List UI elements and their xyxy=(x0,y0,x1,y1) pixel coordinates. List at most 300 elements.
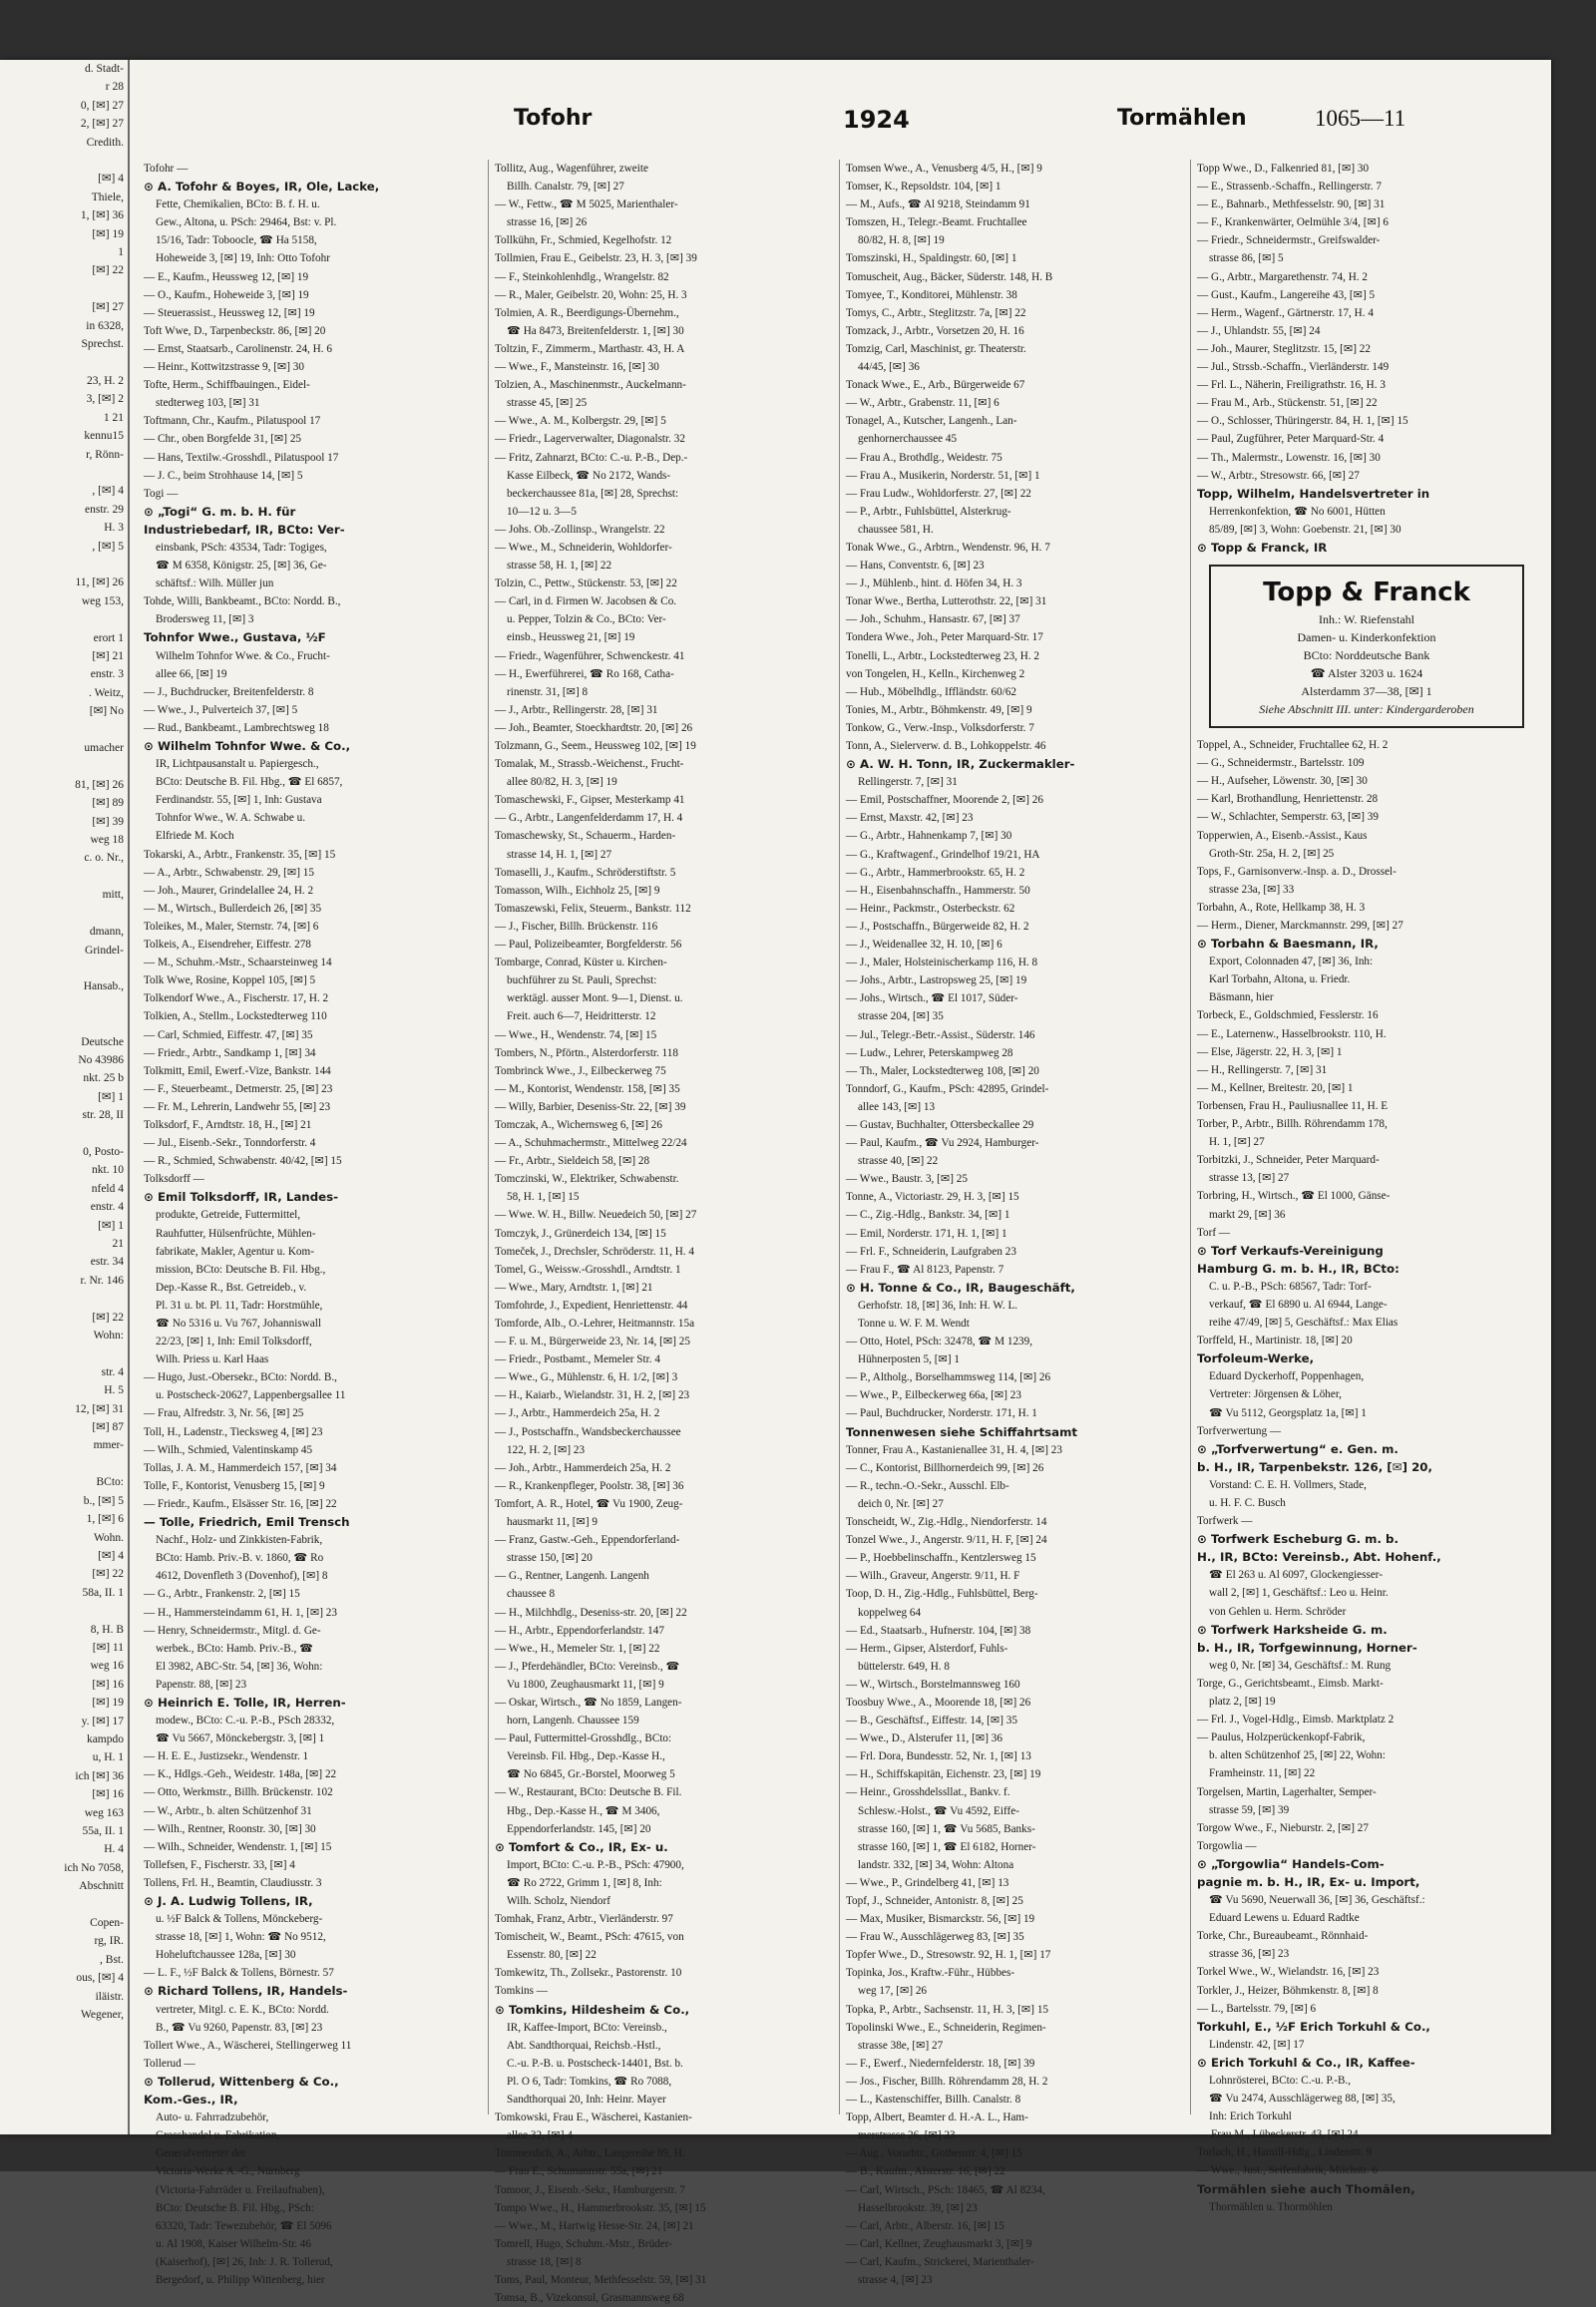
directory-entry-line: hausmarkt 11, [✉] 9 xyxy=(507,1516,598,1529)
edge-text-line: r. Nr. 146 xyxy=(80,1274,124,1287)
edge-text-line: Sprechst. xyxy=(81,338,124,351)
directory-entry-line: vertreter, Mitgl. c. E. K., BCto: Nordd. xyxy=(156,2003,329,2016)
firm-entry-line: Hamburg G. m. b. H., IR, BCto: xyxy=(1197,1261,1399,1276)
edge-text-line xyxy=(0,960,128,977)
directory-entry-line: strasse 150, [✉] 20 xyxy=(507,1552,593,1565)
edge-text-line: [✉] 89 xyxy=(92,797,124,810)
directory-entry-line: — Frl. J., Vogel-Hdlg., Eimsb. Marktplatz 2 xyxy=(1197,1714,1395,1727)
directory-entry-line: Tolksdorf, F., Arndtstr. 18, H., [✉] 21 xyxy=(144,1118,312,1131)
directory-entry-line: — R., techn.-O.-Sekr., Ausschl. Elb- xyxy=(846,1479,1009,1492)
directory-entry-line: Topp, Albert, Beamter d. H.-A. L., Ham- xyxy=(846,2112,1028,2124)
edge-text-line: u, H. 1 xyxy=(92,1751,124,1764)
directory-entry-line: — Wwe., A. M., Kolbergstr. 29, [✉] 5 xyxy=(495,415,666,428)
directory-entry-line: — H., Schiffskapitän, Eichenstr. 23, [✉] 19 xyxy=(846,1768,1041,1781)
directory-entry-line: Papenstr. 88, [✉] 23 xyxy=(156,1678,247,1691)
ad-line: Alsterdamm 37—38, [✉] 1 xyxy=(1301,684,1432,699)
edge-text-line: 23, H. 2 xyxy=(86,374,124,387)
directory-entry-line: Torf — xyxy=(1197,1226,1231,1239)
edge-text-line: str. 28, II xyxy=(82,1109,124,1122)
firm-entry-line: ⊙ Tollerud, Wittenberg & Co., xyxy=(144,2074,339,2089)
directory-entry-line: — Frau A., Brothdlg., Weidestr. 75 xyxy=(846,451,1002,464)
directory-entry-line: — Jul., Telegr.-Betr.-Assist., Süderstr. 146 xyxy=(846,1028,1035,1041)
edge-text-line: 81, [✉] 26 xyxy=(75,778,124,791)
directory-entry-line: — Wwe., Baustr. 3, [✉] 25 xyxy=(846,1173,968,1186)
directory-entry-line: Tombrinck Wwe., J., Eilbeckerweg 75 xyxy=(495,1064,666,1077)
directory-entry-line: Torber, P., Arbtr., Billh. Röhrendamm 178, xyxy=(1197,1118,1388,1131)
directory-entry-line: Togi — xyxy=(144,487,179,500)
directory-entry-line: Lindenstr. 42, [✉] 17 xyxy=(1209,2038,1305,2051)
directory-entry-line: Hbg., Dep.-Kasse H., ☎ M 3406, xyxy=(507,1804,660,1817)
directory-entry-line: — L. F., ½F Balck & Tollens, Börnestr. 57 xyxy=(144,1967,334,1980)
directory-entry-line: — Carl, Kellner, Zeughausmarkt 3, [✉] 9 xyxy=(846,2237,1032,2250)
directory-entry-line: Tomeček, J., Drechsler, Schröderstr. 11, H. 4 xyxy=(495,1245,694,1258)
directory-page xyxy=(0,60,1551,2305)
edge-text-line: dmann, xyxy=(89,926,124,939)
edge-text-line: 58a, II. 1 xyxy=(82,1586,124,1599)
edge-text-line: Wohn. xyxy=(93,1531,124,1544)
firm-entry-line: ⊙ H. Tonne & Co., IR, Baugeschäft, xyxy=(846,1280,1075,1295)
directory-entry-line: 85/89, [✉] 3, Wohn: Goebenstr. 21, [✉] 30 xyxy=(1209,523,1401,536)
directory-entry-line: — W., Arbtr., b. alten Schützenhof 31 xyxy=(144,1804,312,1817)
directory-entry-line: — Wwe., P., Eilbeckerweg 66a, [✉] 23 xyxy=(846,1389,1021,1402)
directory-entry-line: Tomzack, J., Arbtr., Vorsetzen 20, H. 16 xyxy=(846,324,1024,337)
directory-entry-line: werbek., BCto: Hamb. Priv.-B., ☎ xyxy=(156,1642,314,1655)
directory-entry-line: Tolkendorf Wwe., A., Fischerstr. 17, H. 2 xyxy=(144,992,329,1005)
edge-text-line: 1, [✉] 36 xyxy=(80,209,124,222)
firm-entry-line: ⊙ A. Tofohr & Boyes, IR, Ole, Lacke, xyxy=(144,180,380,194)
directory-entry-line: — J., Arbtr., Rellingerstr. 28, [✉] 31 xyxy=(495,703,658,716)
directory-entry-line: Herrenkonfektion, ☎ No 6001, Hütten xyxy=(1209,505,1386,518)
directory-entry-line: Torge, G., Gerichtsbeamt., Eimsb. Markt- xyxy=(1197,1677,1384,1690)
directory-entry-line: Dep.-Kasse R., Bst. Getreideb., v. xyxy=(156,1281,307,1294)
directory-entry-line: Tomoor, J., Eisenb.-Sekr., Hamburgerstr. 7 xyxy=(495,2183,685,2196)
directory-entry-line: — J., Maler, Holsteinischerkamp 116, H. 8 xyxy=(846,957,1038,969)
directory-entry-line: Torkler, J., Heizer, Böhmkenstr. 8, [✉] 8 xyxy=(1197,1984,1379,1997)
directory-entry-line: ☎ No 6845, Gr.-Borstel, Moorweg 5 xyxy=(507,1768,675,1781)
firm-entry-line: ⊙ J. A. Ludwig Tollens, IR, xyxy=(144,1894,313,1908)
directory-entry-line: — Frau F., ☎ Al 8123, Papenstr. 7 xyxy=(846,1263,1004,1276)
firm-entry-line: ⊙ Torf Verkaufs-Vereinigung xyxy=(1197,1243,1384,1258)
directory-entry-line: Torgow Wwe., F., Nieburstr. 2, [✉] 27 xyxy=(1197,1821,1369,1834)
firm-entry-line: ⊙ Topp & Franck, IR xyxy=(1197,540,1328,555)
directory-entry-line: (Victoria-Fahrräder u. Freilaufnaben), xyxy=(156,2183,325,2196)
directory-entry-line: Tollas, J. A. M., Hammerdeich 157, [✉] 34 xyxy=(144,1461,337,1474)
directory-entry-line: — E., Kaufm., Heussweg 12, [✉] 19 xyxy=(144,270,309,283)
edge-text-line: [✉] 19 xyxy=(92,227,124,240)
edge-text-line: y. [✉] 17 xyxy=(81,1715,124,1728)
directory-entry-line: — Joh., Maurer, Grindelallee 24, H. 2 xyxy=(144,884,314,897)
directory-entry-line: ☎ Ha 8473, Breitenfelderstr. 1, [✉] 30 xyxy=(507,324,684,337)
directory-entry-line: strasse 59, [✉] 39 xyxy=(1209,1803,1290,1816)
directory-entry-line: — Fritz, Zahnarzt, BCto: C.-u. P.-B., Dep.- xyxy=(495,451,688,464)
firm-entry-line: Topp, Wilhelm, Handelsvertreter in xyxy=(1197,486,1430,501)
directory-entry-line: horn, Langenh. Chaussee 159 xyxy=(507,1715,639,1728)
directory-entry-line: Tollens, Frl. H., Beamtin, Claudiusstr. 3 xyxy=(144,1876,322,1889)
directory-entry-line: Tomhak, Franz, Arbtr., Vierländerstr. 97 xyxy=(495,1913,673,1926)
directory-entry-line: Toftmann, Chr., Kaufm., Pilatuspool 17 xyxy=(144,415,321,428)
directory-entry-line: IR, Lichtpausanstalt u. Papiergesch., xyxy=(156,758,319,771)
edge-text-line xyxy=(0,152,128,170)
directory-entry-line: — K., Hdlgs.-Geh., Weidestr. 148a, [✉] 22 xyxy=(144,1768,337,1781)
directory-entry-line: — H., Eisenbahnschaffn., Hammerstr. 50 xyxy=(846,884,1030,897)
directory-entry-line: — Paul, Polizeibeamter, Borgfelderstr. 56 xyxy=(495,939,682,952)
edge-text-line: Wohn: xyxy=(93,1330,124,1343)
directory-entry-line: Tommerdich, A., Arbtr., Langereihe 89, H. xyxy=(495,2147,685,2160)
edge-text-line: d. Stadt- xyxy=(85,63,124,75)
directory-entry-line: Tollert Wwe., A., Wäscherei, Stellingerweg 11 xyxy=(144,2039,352,2052)
edge-text-line: H. 3 xyxy=(104,522,124,535)
directory-entry-line: stedterweg 103, [✉] 31 xyxy=(156,397,260,410)
directory-entry-line: u. Postscheck-20627, Lappenbergsallee 11 xyxy=(156,1389,346,1402)
edge-text-line: erort 1 xyxy=(93,631,124,644)
directory-entry-line: — Emil, Postschaffner, Moorende 2, [✉] 26 xyxy=(846,794,1043,807)
edge-text-line: iläistr. xyxy=(95,1990,124,2003)
directory-entry-line: ☎ El 263 u. Al 6097, Glockengiesser- xyxy=(1209,1569,1384,1582)
directory-entry-line: Hoheluftchaussee 128a, [✉] 30 xyxy=(156,1949,296,1962)
directory-entry-line: strasse 18, [✉] 8 xyxy=(507,2255,582,2268)
directory-entry-line: strasse 14, H. 1, [✉] 27 xyxy=(507,848,612,861)
edge-text-line: enstr. 29 xyxy=(85,503,124,516)
directory-entry-line: — F., Krankenwärter, Oelmühle 3/4, [✉] 6 xyxy=(1197,216,1389,229)
directory-entry-line: Tonner, Frau A., Kastanienallee 31, H. 4, [✉] 23 xyxy=(846,1443,1062,1456)
directory-entry-line: Toll, H., Ladenstr., Tiecksweg 4, [✉] 23 xyxy=(144,1425,323,1438)
directory-entry-line: Torbitzki, J., Schneider, Peter Marquard- xyxy=(1197,1154,1380,1167)
directory-entry-line: markt 29, [✉] 36 xyxy=(1209,1208,1286,1221)
edge-text-line xyxy=(0,757,128,775)
ad-line: Damen- u. Kinderkonfektion xyxy=(1297,630,1436,645)
edge-text-line: Thiele, xyxy=(91,191,124,203)
edge-text-line: Abschnitt xyxy=(79,1880,124,1893)
directory-entry-line: Tohnfor Wwe., W. A. Schwabe u. xyxy=(156,812,306,825)
directory-entry-line: Tollefsen, F., Fischerstr. 33, [✉] 4 xyxy=(144,1858,295,1871)
directory-entry-line: — J. C., beim Strohhause 14, [✉] 5 xyxy=(144,469,303,482)
directory-entry-line: — Wwe., H., Memeler Str. 1, [✉] 22 xyxy=(495,1642,660,1655)
directory-entry-line: — G., Arbtr., Frankenstr. 2, [✉] 15 xyxy=(144,1588,300,1601)
edge-text-line: Grindel- xyxy=(85,944,124,957)
directory-entry-line: Fette, Chemikalien, BCto: B. f. H. u. xyxy=(156,198,320,211)
edge-text-line: , Bst. xyxy=(100,1953,124,1966)
directory-entry-line: — Wwe., F., Mansteinstr. 16, [✉] 30 xyxy=(495,361,659,374)
directory-entry-line: — M., Aufs., ☎ Al 9218, Steindamm 91 xyxy=(846,198,1030,211)
directory-entry-line: — B., Kaufm., Alsterstr. 16, [✉] 22 xyxy=(846,2165,1005,2178)
directory-entry-line: Export, Colonnaden 47, [✉] 36, Inh: xyxy=(1209,956,1374,968)
directory-entry-line: Tomischeit, W., Beamt., PSch: 47615, von xyxy=(495,1931,684,1944)
edge-text-line: kampdo xyxy=(86,1732,124,1745)
directory-entry-line: Tonagel, A., Kutscher, Langenh., Lan- xyxy=(846,415,1017,428)
directory-entry-line: mission, BCto: Deutsche B. Fil. Hbg., xyxy=(156,1263,326,1276)
directory-entry-line: Framheinstr. 11, [✉] 22 xyxy=(1209,1767,1316,1780)
directory-entry-line: modew., BCto: C.-u. P.-B., PSch 28332, xyxy=(156,1715,335,1728)
directory-entry-line: — J., Pferdehändler, BCto: Vereinsb., ☎ xyxy=(495,1660,680,1673)
directory-entry-line: Toms, Paul, Monteur, Methfesselstr. 59, [✉] 31 xyxy=(495,2273,707,2286)
directory-entry-line: BCto: Deutsche B. Fil. Hbg., ☎ El 6857, xyxy=(156,776,343,789)
directory-entry-line: Tomfohrde, J., Expedient, Henriettenstr. 44 xyxy=(495,1299,688,1312)
directory-entry-line: strasse 23a, [✉] 33 xyxy=(1209,883,1295,896)
directory-entry-line: Wilh. Scholz, Niendorf xyxy=(507,1895,610,1907)
header-year: 1924 xyxy=(843,106,910,134)
directory-entry-line: Torfwerk — xyxy=(1197,1515,1253,1528)
directory-entry-line: — Joh., Arbtr., Hammerdeich 25a, H. 2 xyxy=(495,1461,671,1474)
directory-entry-line: — Joh., Schuhm., Hansastr. 67, [✉] 37 xyxy=(846,613,1020,626)
directory-entry-line: — Herm., Diener, Marckmannstr. 299, [✉] 27 xyxy=(1197,920,1403,932)
directory-entry-line: wall 2, [✉] 1, Geschäftsf.: Leo u. Heinr. xyxy=(1209,1587,1389,1600)
directory-entry-line: weg 17, [✉] 26 xyxy=(858,1985,928,1998)
directory-entry-line: Groth-Str. 25a, H. 2, [✉] 25 xyxy=(1209,847,1335,860)
directory-entry-line: — Carl, Kaufm., Strickerei, Marienthaler- xyxy=(846,2255,1034,2268)
directory-entry-line: Thormählen u. Thormöhlen xyxy=(1209,2200,1333,2213)
edge-text-line: mitt, xyxy=(102,889,124,902)
edge-text-line: nkt. 25 b xyxy=(83,1072,124,1085)
edge-text-line: . Weitz, xyxy=(89,686,124,699)
directory-entry-line: — F., Steinkohlenhdlg., Wrangelstr. 82 xyxy=(495,270,669,283)
header-first-entry: Tofohr xyxy=(514,106,593,131)
directory-entry-line: strasse 204, [✉] 35 xyxy=(858,1010,944,1023)
directory-entry-line: — A., Arbtr., Schwabenstr. 29, [✉] 15 xyxy=(144,866,314,879)
directory-entry-line: Topperwien, A., Eisenb.-Assist., Kaus xyxy=(1197,829,1368,842)
directory-entry-line: Tonne, A., Victoriastr. 29, H. 3, [✉] 15 xyxy=(846,1191,1019,1204)
directory-entry-line: — Frau A., Musikerin, Norderstr. 51, [✉] 1 xyxy=(846,469,1040,482)
directory-entry-line: Rellingerstr. 7, [✉] 31 xyxy=(858,776,958,789)
firm-entry-line: ⊙ Torfwerk Escheburg G. m. b. xyxy=(1197,1532,1398,1547)
directory-entry-line: Tomaschewsky, St., Schauerm., Harden- xyxy=(495,830,676,843)
directory-entry-line: verkauf, ☎ El 6890 u. Al 6944, Lange- xyxy=(1209,1298,1388,1311)
directory-entry-line: — H., Hammersteindamm 61, H. 1, [✉] 23 xyxy=(144,1606,337,1619)
directory-entry-line: — Else, Jägerstr. 22, H. 3, [✉] 1 xyxy=(1197,1045,1343,1058)
directory-entry-line: strasse 4, [✉] 23 xyxy=(858,2273,933,2286)
directory-entry-line: — J., Buchdrucker, Breitenfelderstr. 8 xyxy=(144,685,314,698)
edge-text-line: 2, [✉] 27 xyxy=(80,118,124,131)
directory-entry-line: — Wilh., Schneider, Wendenstr. 1, [✉] 15 xyxy=(144,1840,332,1853)
directory-entry-line: — Henry, Schneidermstr., Mitgl. d. Ge- xyxy=(144,1624,321,1637)
edge-text-line: [✉] 19 xyxy=(92,1697,124,1710)
directory-entry-line: allee 66, [✉] 19 xyxy=(156,667,227,680)
directory-entry-line: — M., Schuhm.-Mstr., Schaarsteinweg 14 xyxy=(144,957,332,969)
directory-entry-line: — E., Laternenw., Hasselbrookstr. 110, H. xyxy=(1197,1027,1387,1040)
directory-entry-line: Schlesw.-Holst., ☎ Vu 4592, Eiffe- xyxy=(858,1804,1019,1817)
directory-entry-line: Tomys, C., Arbtr., Steglitzstr. 7a, [✉] 22 xyxy=(846,306,1026,319)
edge-text-line: No 43986 xyxy=(78,1053,124,1066)
directory-entry-line: — Frau Ludw., Wohldorferstr. 27, [✉] 22 xyxy=(846,487,1031,500)
directory-entry-line: 22/23, [✉] 1, Inh: Emil Tolksdorff, xyxy=(156,1336,312,1348)
directory-entry-line: koppelweg 64 xyxy=(858,1606,922,1619)
directory-entry-line: fabrikate, Makler, Agentur u. Kom- xyxy=(156,1245,314,1258)
directory-entry-line: merstrasse 26, [✉] 23 xyxy=(858,2129,956,2142)
edge-text-line xyxy=(0,1455,128,1473)
directory-entry-line: Tomrell, Hugo, Schuhm.-Mstr., Brüder- xyxy=(495,2237,672,2250)
directory-entry-line: Pl. 31 u. bt. Pl. 11, Tadr: Horstmühle, xyxy=(156,1299,323,1312)
directory-entry-line: — G., Schneidermstr., Bartelsstr. 109 xyxy=(1197,757,1365,770)
directory-entry-line: Tollmien, Frau E., Geibelstr. 23, H. 3, [✉] 39 xyxy=(495,252,697,265)
directory-entry-line: allee 80/82, H. 3, [✉] 19 xyxy=(507,776,617,789)
directory-entry-line: Tomaschewski, F., Gipser, Mesterkamp 41 xyxy=(495,794,685,807)
edge-text-line: Hansab., xyxy=(83,980,124,993)
directory-entry-line: Toppel, A., Schneider, Fruchtallee 62, H. 2 xyxy=(1197,739,1389,752)
edge-text-line xyxy=(0,1014,128,1032)
directory-entry-line: Tolkeis, A., Eisendreher, Eiffestr. 278 xyxy=(144,939,311,952)
firm-entry-line: b. H., IR, Torfgewinnung, Horner- xyxy=(1197,1640,1417,1655)
firm-entry-line: Industriebedarf, IR, BCto: Ver- xyxy=(144,522,345,537)
ad-title: Topp & Franck xyxy=(1263,577,1470,608)
firm-entry-line: Tonnenwesen siehe Schiffahrtsamt xyxy=(846,1424,1077,1439)
directory-entry-line: — Ernst, Staatsarb., Carolinenstr. 24, H. 6 xyxy=(144,342,332,355)
directory-entry-line: reihe 47/49, [✉] 5, Geschäftsf.: Max Elias xyxy=(1209,1317,1398,1330)
directory-entry-line: Tonack Wwe., E., Arb., Bürgerweide 67 xyxy=(846,379,1025,392)
edge-text-line: 11, [✉] 26 xyxy=(75,577,124,589)
directory-entry-line: Tomaszewski, Felix, Steuerm., Bankstr. 112 xyxy=(495,902,691,915)
directory-entry-line: — H., Milchhdlg., Deseniss-str. 20, [✉] 22 xyxy=(495,1606,687,1619)
directory-entry-line: Tofte, Herm., Schiffbauingen., Eidel- xyxy=(144,379,310,392)
edge-text-line: kennu15 xyxy=(84,430,124,443)
directory-entry-line: Torgowlia — xyxy=(1197,1839,1257,1852)
edge-text-line xyxy=(0,868,128,886)
directory-entry-line: Tomforde, Alb., O.-Lehrer, Heitmannstr. 15a xyxy=(495,1318,695,1330)
directory-entry-line: Tomkowski, Frau E., Wäscherei, Kastanien- xyxy=(495,2112,692,2124)
directory-entry-line: — F. u. M., Bürgerweide 23, Nr. 14, [✉] 25 xyxy=(495,1336,690,1348)
directory-columns xyxy=(138,160,1542,2305)
directory-entry-line: büttelerstr. 649, H. 8 xyxy=(858,1660,950,1673)
directory-entry-line: — R., Maler, Geibelstr. 20, Wohn: 25, H. 3 xyxy=(495,288,687,301)
edge-text-line: c. o. Nr., xyxy=(84,852,124,865)
directory-entry-line: schäftsf.: Wilh. Müller jun xyxy=(156,577,274,590)
edge-text-line: [✉] 16 xyxy=(92,1678,124,1691)
edge-text-line: 0, Posto- xyxy=(83,1145,124,1158)
directory-entry-line: Torlach, H., Hamill-Hdlg., Lindenstr. 9 xyxy=(1197,2146,1373,2159)
directory-entry-line: — J., Arbtr., Hammerdeich 25a, H. 2 xyxy=(495,1407,660,1420)
edge-text-line: b., [✉] 5 xyxy=(83,1494,124,1507)
edge-text-line: H. 5 xyxy=(104,1384,124,1397)
firm-entry-line: ⊙ Torbahn & Baesmann, IR, xyxy=(1197,937,1379,952)
directory-entry-line: Tohde, Willi, Bankbeamt., BCto: Nordd. B., xyxy=(144,595,341,608)
directory-entry-line: 10—12 u. 3—5 xyxy=(507,505,577,518)
edge-text-line: ich [✉] 36 xyxy=(75,1769,124,1782)
directory-entry-line: — Wwe., H., Wendenstr. 74, [✉] 15 xyxy=(495,1028,657,1041)
directory-entry-line: Tolzmann, G., Seem., Heussweg 102, [✉] 19 xyxy=(495,740,696,752)
edge-text-line: [✉] No xyxy=(89,705,124,718)
directory-entry-line: — Wwe., G., Mühlenstr. 6, H. 1/2, [✉] 3 xyxy=(495,1371,678,1384)
directory-entry-line: Tomel, G., Weissw.-Grosshdl., Arndtstr. 1 xyxy=(495,1263,681,1276)
directory-entry-line: — J., Postschaffn., Bürgerweide 82, H. 2 xyxy=(846,920,1029,933)
directory-entry-line: Topfer Wwe., D., Stresowstr. 92, H. 1, [✉] 17 xyxy=(846,1949,1051,1962)
directory-entry-line: Tomaselli, J., Kaufm., Schröderstiftstr. 5 xyxy=(495,866,676,879)
directory-entry-line: — Oskar, Wirtsch., ☎ No 1859, Langen- xyxy=(495,1696,682,1709)
directory-entry-line: Vertreter: Jörgensen & Löher, xyxy=(1209,1388,1342,1401)
page-header xyxy=(140,100,1536,140)
directory-entry-line: — Wwe. W. H., Billw. Neuedeich 50, [✉] 27 xyxy=(495,1209,697,1222)
edge-text-line: H. 4 xyxy=(104,1843,124,1856)
directory-entry-line: Tomfort, A. R., Hotel, ☎ Vu 1900, Zeug- xyxy=(495,1497,683,1510)
directory-entry-line: von Tongelen, H., Kelln., Kirchenweg 2 xyxy=(846,667,1025,680)
directory-entry-line: — H. E. E., Justizsekr., Wendenstr. 1 xyxy=(144,1750,309,1763)
directory-entry-line: — Steuerassist., Heussweg 12, [✉] 19 xyxy=(144,306,315,319)
directory-entry-line: Torbahn, A., Rote, Hellkamp 38, H. 3 xyxy=(1197,901,1366,914)
directory-entry-line: strasse 36, [✉] 23 xyxy=(1209,1948,1290,1961)
directory-entry-line: — Fr. M., Lehrerin, Landwehr 55, [✉] 23 xyxy=(144,1100,331,1113)
edge-text-line: 3, [✉] 2 xyxy=(86,393,124,406)
directory-entry-line: — J., Uhlandstr. 55, [✉] 24 xyxy=(1197,324,1321,337)
directory-entry-line: — W., Schlachter, Semperstr. 63, [✉] 39 xyxy=(1197,811,1379,824)
directory-entry-line: Hühnerposten 5, [✉] 1 xyxy=(858,1353,960,1366)
directory-entry-line: Tollitz, Aug., Wagenführer, zweite xyxy=(495,163,648,175)
directory-entry-line: ☎ Vu 5667, Mönckebergstr. 3, [✉] 1 xyxy=(156,1732,325,1745)
edge-text-line: 1, [✉] 6 xyxy=(86,1513,124,1526)
directory-entry-line: ☎ Vu 5112, Georgsplatz 1a, [✉] 1 xyxy=(1209,1406,1367,1419)
directory-entry-line: Topp Wwe., D., Falkenried 81, [✉] 30 xyxy=(1197,163,1370,175)
edge-text-line: [✉] 87 xyxy=(92,1421,124,1434)
directory-entry-line: — W., Wirtsch., Borstelmannsweg 160 xyxy=(846,1678,1020,1691)
edge-text-line: , [✉] 4 xyxy=(92,485,124,498)
directory-entry-line: u. ½F Balck & Tollens, Mönckeberg- xyxy=(156,1913,323,1926)
directory-entry-line: — L., Kastenschiffer, Billh. Canalstr. 8 xyxy=(846,2094,1021,2107)
directory-entry-line: strasse 58, H. 1, [✉] 22 xyxy=(507,560,612,573)
directory-entry-line: Tonne u. W. F. M. Wendt xyxy=(858,1318,970,1330)
directory-entry-line: — Otto, Werkmstr., Billh. Brückenstr. 102 xyxy=(144,1786,333,1799)
directory-entry-line: — Frl. F., Schneiderin, Laufgraben 23 xyxy=(846,1245,1016,1258)
directory-entry-line: C.-u. P.-B. u. Postscheck-14401, Bst. b. xyxy=(507,2057,683,2070)
edge-text-line: r 28 xyxy=(105,81,124,94)
directory-entry-line: — Joh., Maurer, Steglitzstr. 15, [✉] 22 xyxy=(1197,342,1371,355)
directory-entry-line: Victoria-Werke A.-G., Nürnberg xyxy=(156,2165,300,2178)
edge-text-line xyxy=(0,354,128,372)
directory-entry-line: Tomsa, B., Vizekonsul, Grasmannsweg 68 xyxy=(495,2292,684,2305)
edge-text-line: 1 xyxy=(118,246,124,259)
directory-entry-line: — C., Zig.-Hdlg., Bankstr. 34, [✉] 1 xyxy=(846,1209,1010,1222)
ad-line: Inh.: W. Riefenstahl xyxy=(1319,612,1414,627)
edge-text-line: [✉] 27 xyxy=(92,301,124,314)
directory-entry-line: 122, H. 2, [✉] 23 xyxy=(507,1443,586,1456)
firm-entry-line: ⊙ Torfwerk Harksheide G. m. xyxy=(1197,1622,1388,1637)
directory-entry-line: platz 2, [✉] 19 xyxy=(1209,1696,1276,1709)
edge-text-line xyxy=(0,1896,128,1914)
directory-entry-line: — Gustav, Buchhalter, Ottersbeckallee 29 xyxy=(846,1118,1034,1131)
directory-entry-line: Tonkow, G., Verw.-Insp., Volksdorferstr. 7 xyxy=(846,721,1034,734)
directory-entry-line: — B., Geschäftsf., Eiffestr. 14, [✉] 35 xyxy=(846,1715,1017,1728)
edge-text-line xyxy=(0,1125,128,1143)
column-2 xyxy=(489,160,840,2305)
edge-text-line: [✉] 1 xyxy=(98,1090,124,1103)
edge-text-line: rg, IR. xyxy=(94,1935,124,1948)
directory-entry-line: Tomyee, T., Konditorei, Mühlenstr. 38 xyxy=(846,288,1017,301)
edge-text-line: r, Rönn- xyxy=(86,448,124,461)
directory-entry-line: — W., Fettw., ☎ M 5025, Marienthaler- xyxy=(495,198,678,211)
directory-entry-line: — H., Arbtr., Eppendorferlandstr. 147 xyxy=(495,1624,664,1637)
firm-entry-line: ⊙ Heinrich E. Tolle, IR, Herren- xyxy=(144,1695,346,1710)
directory-entry-line: — Max, Musiker, Bismarckstr. 56, [✉] 19 xyxy=(846,1913,1035,1926)
ad-line: BCto: Norddeutsche Bank xyxy=(1303,648,1430,663)
directory-entry-line: u. Pepper, Tolzin & Co., BCto: Ver- xyxy=(507,613,666,626)
edge-text-line xyxy=(0,464,128,482)
directory-entry-line: Torke, Chr., Bureaubeamt., Rönnhaid- xyxy=(1197,1930,1369,1943)
directory-entry-line: — Hans, Textilw.-Grosshdl., Pilatuspool 17 xyxy=(144,451,339,464)
directory-entry-line: — J., Weidenallee 32, H. 10, [✉] 6 xyxy=(846,939,1002,952)
directory-entry-line: — Wwe., Mary, Arndtstr. 1, [✉] 21 xyxy=(495,1281,653,1294)
directory-entry-line: — G., Rentner, Langenh. Langenh xyxy=(495,1570,649,1583)
directory-entry-line: Import, BCto: C.-u. P.-B., PSch: 47900, xyxy=(507,1858,684,1871)
directory-entry-line: — H., Ewerführerei, ☎ Ro 168, Catha- xyxy=(495,667,674,680)
edge-text-line: [✉] 4 xyxy=(98,1549,124,1562)
directory-entry-line: — G., Kraftwagenf., Grindelhof 19/21, HA xyxy=(846,848,1040,861)
directory-entry-line: produkte, Getreide, Futtermittel, xyxy=(156,1209,301,1222)
edge-text-line: Credith. xyxy=(86,136,124,149)
column-3 xyxy=(840,160,1191,2286)
directory-entry-line: — Heinr., Grosshdelssllat., Bankv. f. xyxy=(846,1786,1010,1799)
directory-entry-line: strasse 38e, [✉] 27 xyxy=(858,2039,944,2052)
directory-entry-line: deich 0, Nr. [✉] 27 xyxy=(858,1497,944,1510)
directory-entry-line: Elfriede M. Koch xyxy=(156,830,234,843)
directory-entry-line: — Gust., Kaufm., Langereihe 43, [✉] 5 xyxy=(1197,288,1376,301)
directory-entry-line: — Friedr., Lagerverwalter, Diagonalstr. 32 xyxy=(495,433,685,446)
previous-page-edge xyxy=(0,60,130,2134)
edge-text-line xyxy=(0,280,128,298)
